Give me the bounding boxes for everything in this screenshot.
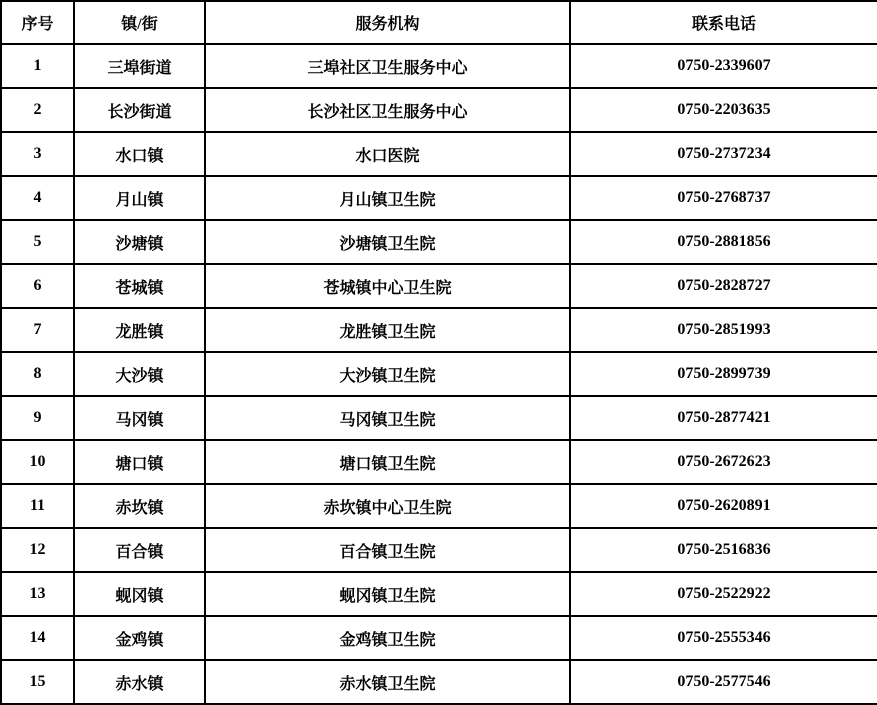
header-cell-no: 序号 <box>1 1 74 44</box>
cell-no: 5 <box>1 220 74 264</box>
table-row <box>1 396 877 440</box>
cell-institution: 塘口镇卫生院 <box>205 440 570 484</box>
cell-town: 三埠街道 <box>74 44 205 88</box>
table-body <box>1 44 877 704</box>
cell-phone: 0750-2203635 <box>570 88 877 132</box>
header-cell-town: 镇/街 <box>74 1 205 44</box>
cell-institution: 赤坎镇中心卫生院 <box>205 484 570 528</box>
cell-institution: 苍城镇中心卫生院 <box>205 264 570 308</box>
cell-phone: 0750-2877421 <box>570 396 877 440</box>
cell-no: 9 <box>1 396 74 440</box>
cell-town: 塘口镇 <box>74 440 205 484</box>
cell-institution: 龙胜镇卫生院 <box>205 308 570 352</box>
cell-town: 马冈镇 <box>74 396 205 440</box>
cell-no: 6 <box>1 264 74 308</box>
cell-institution: 赤水镇卫生院 <box>205 660 570 704</box>
cell-no: 12 <box>1 528 74 572</box>
cell-no: 15 <box>1 660 74 704</box>
cell-institution: 金鸡镇卫生院 <box>205 616 570 660</box>
cell-phone: 0750-2577546 <box>570 660 877 704</box>
header-row <box>1 1 877 44</box>
table-row <box>1 88 877 132</box>
cell-town: 月山镇 <box>74 176 205 220</box>
table-row <box>1 352 877 396</box>
header-cell-institution: 服务机构 <box>205 1 570 44</box>
cell-no: 4 <box>1 176 74 220</box>
table-row <box>1 220 877 264</box>
cell-institution: 百合镇卫生院 <box>205 528 570 572</box>
cell-town: 赤水镇 <box>74 660 205 704</box>
cell-no: 8 <box>1 352 74 396</box>
cell-no: 3 <box>1 132 74 176</box>
cell-phone: 0750-2672623 <box>570 440 877 484</box>
cell-no: 14 <box>1 616 74 660</box>
cell-no: 7 <box>1 308 74 352</box>
header-cell-phone: 联系电话 <box>570 1 877 44</box>
cell-town: 百合镇 <box>74 528 205 572</box>
cell-town: 龙胜镇 <box>74 308 205 352</box>
cell-phone: 0750-2899739 <box>570 352 877 396</box>
cell-phone: 0750-2737234 <box>570 132 877 176</box>
cell-institution: 蚬冈镇卫生院 <box>205 572 570 616</box>
cell-phone: 0750-2339607 <box>570 44 877 88</box>
table-row <box>1 308 877 352</box>
cell-institution: 三埠社区卫生服务中心 <box>205 44 570 88</box>
cell-phone: 0750-2828727 <box>570 264 877 308</box>
table-row <box>1 528 877 572</box>
cell-phone: 0750-2555346 <box>570 616 877 660</box>
cell-town: 沙塘镇 <box>74 220 205 264</box>
table-row <box>1 44 877 88</box>
cell-town: 金鸡镇 <box>74 616 205 660</box>
cell-town: 蚬冈镇 <box>74 572 205 616</box>
table-row <box>1 616 877 660</box>
cell-town: 水口镇 <box>74 132 205 176</box>
cell-no: 11 <box>1 484 74 528</box>
cell-institution: 大沙镇卫生院 <box>205 352 570 396</box>
cell-institution: 长沙社区卫生服务中心 <box>205 88 570 132</box>
cell-phone: 0750-2522922 <box>570 572 877 616</box>
table-row <box>1 176 877 220</box>
cell-institution: 沙塘镇卫生院 <box>205 220 570 264</box>
cell-institution: 马冈镇卫生院 <box>205 396 570 440</box>
cell-town: 长沙街道 <box>74 88 205 132</box>
cell-phone: 0750-2881856 <box>570 220 877 264</box>
cell-phone: 0750-2851993 <box>570 308 877 352</box>
cell-no: 13 <box>1 572 74 616</box>
cell-town: 大沙镇 <box>74 352 205 396</box>
cell-phone: 0750-2620891 <box>570 484 877 528</box>
table-row <box>1 660 877 704</box>
table-row <box>1 264 877 308</box>
table-row <box>1 132 877 176</box>
cell-phone: 0750-2516836 <box>570 528 877 572</box>
cell-institution: 月山镇卫生院 <box>205 176 570 220</box>
cell-phone: 0750-2768737 <box>570 176 877 220</box>
cell-no: 1 <box>1 44 74 88</box>
table-row <box>1 440 877 484</box>
cell-town: 苍城镇 <box>74 264 205 308</box>
cell-institution: 水口医院 <box>205 132 570 176</box>
cell-no: 2 <box>1 88 74 132</box>
table-header <box>1 1 877 44</box>
cell-no: 10 <box>1 440 74 484</box>
table-row <box>1 572 877 616</box>
table-row <box>1 484 877 528</box>
cell-town: 赤坎镇 <box>74 484 205 528</box>
